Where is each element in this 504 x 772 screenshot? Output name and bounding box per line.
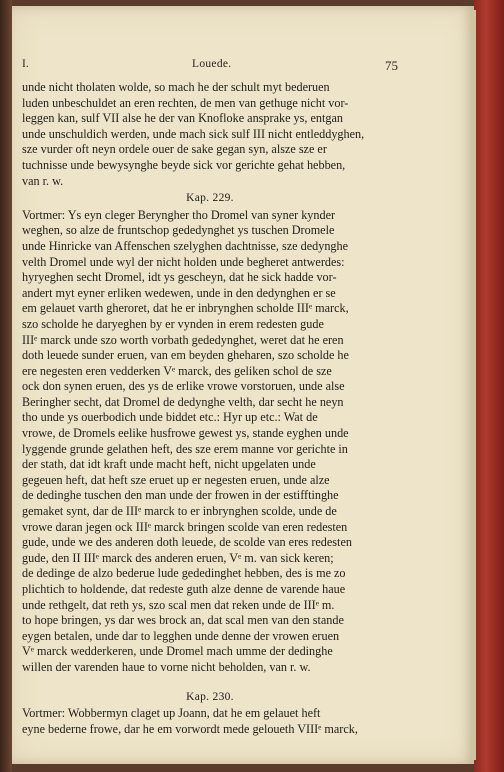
text-line: em gelauet varth gheroret, dat he er inbrynghen scholde IIIᵉ marck, <box>22 301 349 316</box>
text-line: ere negesten eren vedderken Vᵉ marck, des geliken schol de sze <box>22 363 332 378</box>
text-line: de dedinghe tuschen den man unde der frowen in der estifftinghe <box>22 488 339 503</box>
text-line: weghen, so alze de fruntschop gededynghet ys tuschen Dromele <box>22 223 335 238</box>
text-line: hyryeghen secht Dromel, idt ys gescheyn, dat he sick hadde vor- <box>22 270 337 285</box>
text-line: eyne bederne frowe, dar he em vorwordt mede geloueth VIIIᵉ marck, <box>22 721 358 736</box>
text-line: Beringher secht, dat Dromel de dedynghe velth, dar secht he neyn <box>22 394 344 409</box>
text-line: andert myt eyner erliken wedewen, unde in den dedynghen er se <box>22 285 336 300</box>
chapter-heading: Kap. 230. <box>186 690 234 703</box>
text-line: vrowe, de Dromels eelike husfrowe gewest ys, stande eyghen unde <box>22 426 349 441</box>
text-line: IIIᵉ marck unde szo worth vorbath gededynghet, weret dat he eren <box>22 332 344 347</box>
text-line: leggen kan, sulf VII alse he der van Knofloke ansprake ys, entgan <box>22 111 343 126</box>
text-line: sze vurder oft neyn ordele ouer de sake gegan syn, alsze sze er <box>22 142 327 157</box>
text-line: gegeuen heft, dat heft sze eruet up er negesten eruen, unde alze <box>22 472 330 487</box>
text-line: doth leuede sunder eruen, van em beyden gheharen, szo scholde he <box>22 348 349 363</box>
text-line: gude, den II IIIᵉ marck des anderen eruen, Vᵉ m. van sick keren; <box>22 550 334 565</box>
text-line: gude, unde we des anderen doth leuede, de scolde van eres redesten <box>22 535 352 550</box>
text-line: unde rethgelt, dat reth ys, szo scal men dat reken unde de IIIᵉ m. <box>22 597 335 612</box>
text-line: ock don synen eruen, des ys de erlike vrowe vorstoruen, unde alse <box>22 379 345 394</box>
text-line: szo scholde he daryeghen by er vynden in erem redesten gude <box>22 316 324 331</box>
book-spine-left <box>0 0 12 772</box>
text-line: Vortmer: Wobbermyn claget up Joann, dat he em gelauet heft <box>22 706 321 721</box>
text-line: unde unschuldich werden, unde mach sick sulf III nicht entleddyghen, <box>22 126 365 141</box>
text-line: unde nicht tholaten wolde, so mach he der schult myt bederuen <box>22 80 330 94</box>
text-line: Vᵉ marck wedderkeren, unde Dromel mach umme der dedinghe <box>22 644 333 659</box>
text-line: velth Dromel unde wyl der nicht holden unde begheret antwerdes: <box>22 254 345 269</box>
header-title: Louede. <box>192 58 232 70</box>
paragraph-continuation <box>22 80 398 189</box>
text-line: vrowe daran jegen ock IIIᵉ marck bringen scolde van eren redesten <box>22 519 348 534</box>
text-line: lyggende grunde gelathen heft, des sze erem manne vor gerichte in <box>22 441 348 456</box>
paragraph-kap-229 <box>22 208 398 676</box>
text-line: Vortmer: Ys eyn cleger Beryngher tho Dromel van syner kynder <box>22 207 336 222</box>
header-section-number: I. <box>22 58 29 70</box>
text-line: eygen betalen, unde dar to legghen unde denne der vrowen eruen <box>22 628 340 643</box>
page-number: 75 <box>385 58 398 73</box>
paragraph-kap-230 <box>22 706 398 737</box>
page-edge <box>472 10 476 760</box>
running-header <box>22 58 398 74</box>
text-line: der stath, dat idt kraft unde macht heft, nicht upgelaten unde <box>22 457 316 472</box>
text-line: luden unbeschuldet an eren rechten, de men van gethuge nicht vor- <box>22 95 349 110</box>
page-body <box>22 80 398 737</box>
text-line: gemaket synt, dar de IIIᵉ marck to er inbrynghen scolde, unde de <box>22 504 337 519</box>
text-line: tho unde ys ouerbodich unde biddet etc.: Hyr up etc.: Wat de <box>22 410 318 425</box>
chapter-heading: Kap. 229. <box>186 192 234 205</box>
text-line: to hope bringen, ys dar wes brock an, dat scal men van den stande <box>22 613 344 628</box>
text-line: van r. w. <box>22 173 64 188</box>
book-cover-right <box>474 0 504 772</box>
text-line: unde Hinricke van Affenschen szelyghen dachtnisse, sze dedynghe <box>22 238 349 253</box>
text-line: de dedinge de alzo bederue lude gededinghet hebben, des is me zo <box>22 566 346 581</box>
text-line: tuchnisse unde bewysynghe beyde sick vor gerichte gehat hebben, <box>22 157 346 172</box>
text-line: willen der varenden haue to vorne nicht beholden, van r. w. <box>22 659 311 674</box>
text-line: plichtich to holdende, dat redeste guth alze denne de varende haue <box>22 582 346 596</box>
